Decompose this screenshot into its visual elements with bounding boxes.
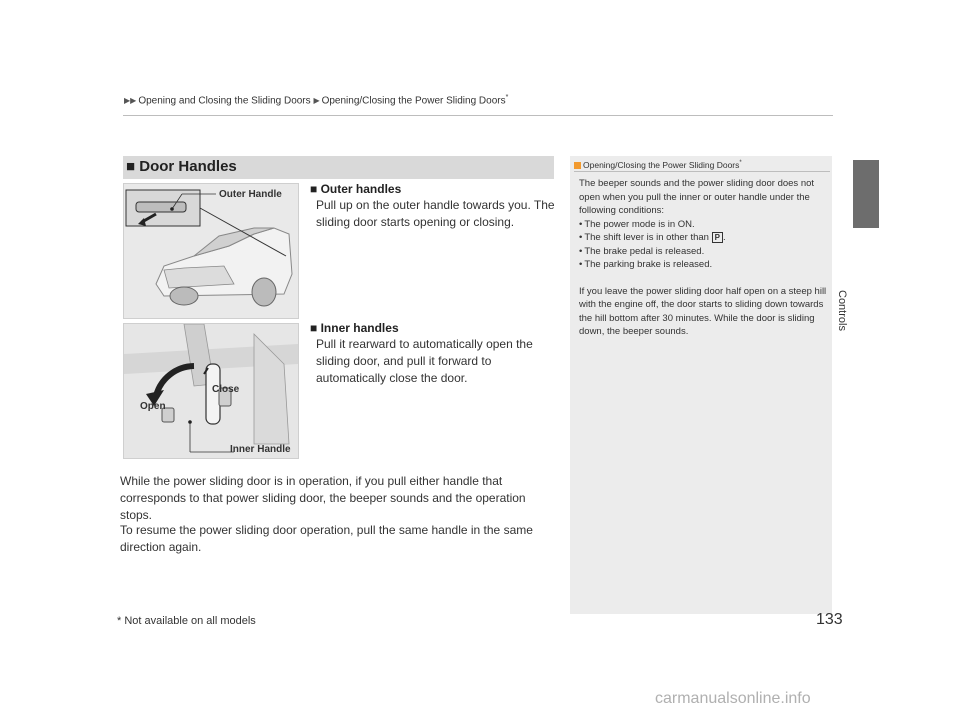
note-paragraph: If you leave the power sliding door half open on a steep hill with the engine off, the door starts to sliding down towards the hill bottom after 30 minutes. While the door is sliding down, the beeper sounds.: [579, 285, 827, 337]
note-condition: • The parking brake is released.: [579, 258, 827, 272]
inner-handles-heading: ■ Inner handles: [310, 321, 399, 335]
asterisk-mark: *: [739, 160, 742, 167]
breadcrumb-item: Opening and Closing the Sliding Doors: [138, 95, 311, 107]
note-body: [579, 177, 827, 339]
chapter-tab: [853, 160, 879, 228]
shift-position-badge: P: [712, 232, 723, 243]
outer-handles-text: Pull up on the outer handle towards you. The sliding door starts opening or closing.: [316, 198, 555, 229]
double-arrow-icon: ▶▶: [124, 96, 137, 106]
asterisk-mark: *: [505, 94, 509, 101]
watermark: carmanualsonline.info: [655, 690, 811, 707]
footnote: * Not available on all models: [117, 615, 256, 627]
note-divider: [574, 171, 830, 172]
note-marker-icon: [574, 162, 581, 169]
note-condition: • The power mode is in ON.: [579, 218, 827, 232]
outer-handles-heading: ■ Outer handles: [310, 182, 402, 196]
outer-handle-illustration: [123, 183, 299, 319]
note-condition: • The brake pedal is released.: [579, 245, 827, 259]
note-conditions-list: [579, 218, 827, 272]
arrow-icon: ▶: [313, 96, 320, 106]
inner-handle-illustration: [123, 323, 299, 459]
page-number: 133: [816, 611, 843, 628]
chapter-label: Controls: [836, 290, 848, 331]
header-divider: [123, 115, 833, 116]
breadcrumb: [124, 94, 508, 106]
inner-handles-text: Pull it rearward to automatically open the sliding door, and pull it forward to automatically close the door.: [316, 337, 533, 385]
open-callout: Open: [140, 401, 166, 412]
note-title: Opening/Closing the Power Sliding Doors*: [574, 160, 742, 170]
note-condition: • The shift lever is in other than P .: [579, 231, 827, 245]
note-intro: The beeper sounds and the power sliding door does not open when you pull the inner or outer handle under the following conditions:: [579, 178, 815, 216]
breadcrumb-item: Opening/Closing the Power Sliding Doors: [321, 95, 506, 107]
outer-handle-callout: Outer Handle: [219, 189, 282, 200]
close-callout: Close: [212, 384, 240, 395]
operation-stop-paragraph: While the power sliding door is in operation, if you pull either handle that corresponds to that power sliding door, the beeper sounds and the operation stops.: [120, 474, 526, 522]
section-title: ■ Door Handles: [126, 158, 237, 175]
inner-handle-callout: Inner Handle: [230, 444, 291, 455]
resume-operation-paragraph: To resume the power sliding door operation, pull the same handle in the same direction again.: [120, 523, 533, 554]
